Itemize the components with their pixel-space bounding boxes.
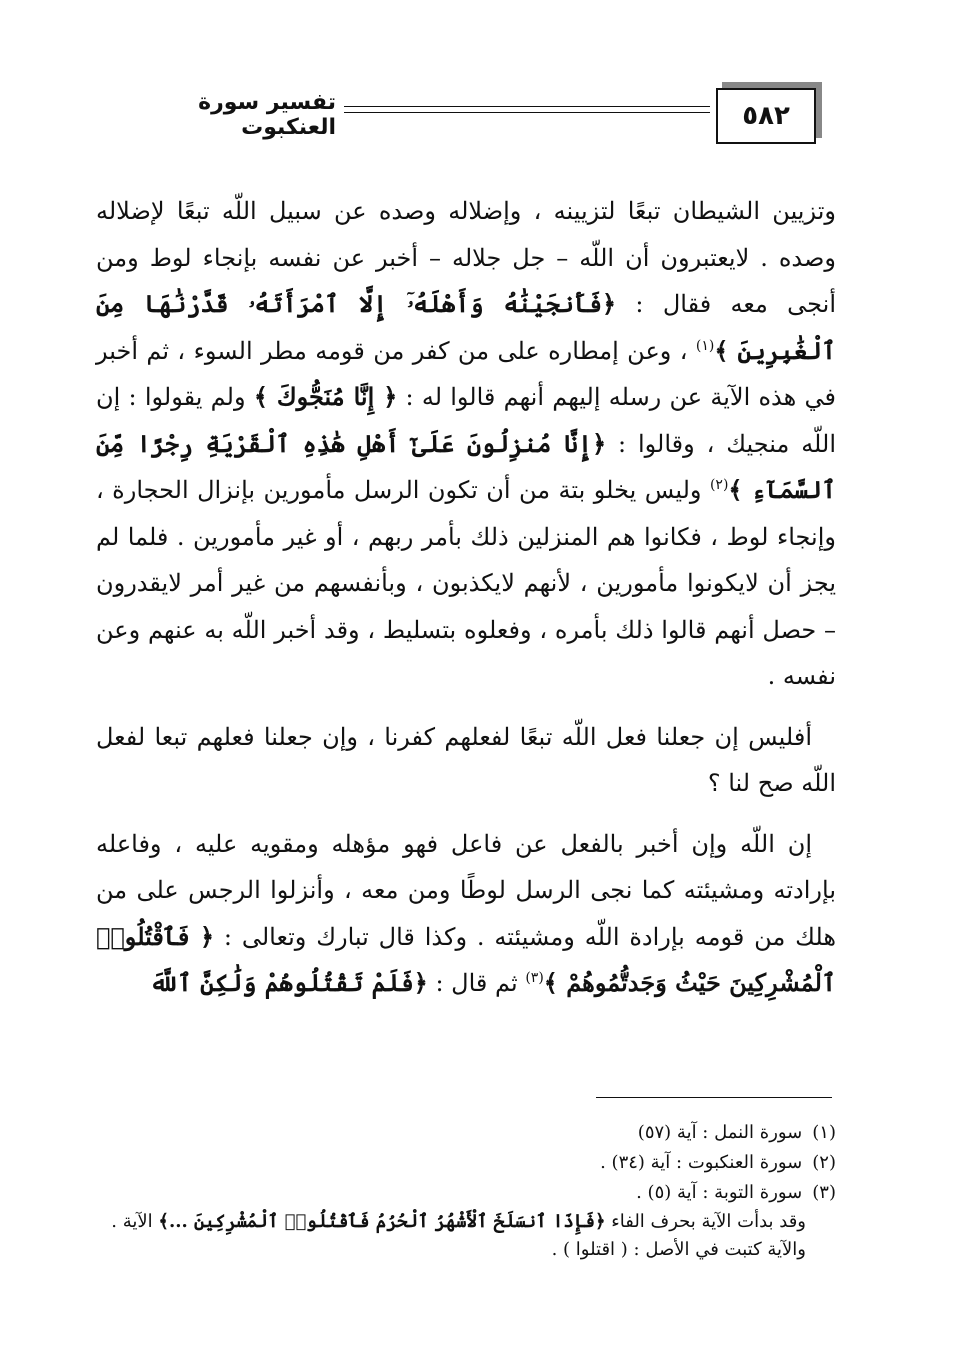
text-segment: أفليس إن جعلنا فعل اللّه تبعًا لفعلهم كفرنا ، وإن جعلنا فعلهم تبعا لفعل اللّه صح لنا ؟ [96, 722, 836, 797]
footnote-number: (١) [812, 1122, 836, 1143]
text-segment: وتزيين الشيطان تبعًا لتزيينه ، وإضلاله وصده عن سبيل اللّه تبعًا لإضلاله وصده . لايعتبرون أن اللّه – جل جلاله – أخبر عن نفسه بإنجاء لوط ومن أنجى معه فقال : [96, 197, 837, 318]
footnote-ref: (٣) [525, 970, 544, 986]
footnote-1 [96, 1118, 836, 1148]
text-segment: ثم قال : [427, 969, 526, 997]
paragraph-1 [96, 188, 836, 700]
note-text: وقد بدأت الآية بحرف الفاء [605, 1211, 806, 1232]
paragraph-3 [96, 821, 836, 1007]
footnote-text: سورة النمل : آية (٥٧) [637, 1122, 803, 1143]
footnote-ref: (١) [695, 337, 715, 354]
footnote-2 [96, 1148, 836, 1178]
footnote-3-note-line-1 [96, 1208, 836, 1236]
quran-quote: ﴿فَإِذَا ٱنسَلَخَ ٱلْأَشْهُرُ ٱلْحُرُمُ فَٱقْتُلُوا۟ ٱلْمُشْرِكِينَ ...﴾ [158, 1211, 606, 1232]
quran-quote: ﴿ إِنَّا مُنَجُّوكَ ﴾ [253, 382, 398, 411]
text-segment: وليس يخلو بتة من أن تكون الرسل مأمورين بإنزال الحجارة ، وإنجاء لوط ، فكانوا هم المنزلين ذلك بأمر ربهم ، أو غير مأمورين . فلما لم يجز أن لايكونوا مأمورين ، لأنهم لايكذبون ، وبأنفسهم من غير أمر لايقدرون – حصل أنهم قالوا ذلك بأمره ، وفعلوه بتسليط ، وقد أخبر اللّه به عنهم وعن نفسه . [96, 476, 836, 690]
page-number: ٥٨٢ [742, 101, 790, 131]
header-rule-second [344, 112, 710, 113]
paragraph-2 [96, 714, 836, 807]
page-number-box [716, 88, 816, 144]
note-text: والآية كتبت في الأصل : ( اقتلوا ) . [551, 1239, 806, 1260]
quran-quote: ﴿فَلَمْ تَقْتُلُوهُمْ وَلَٰكِنَّ ٱللَّهَ [149, 968, 428, 997]
quran-quote: ﴿ فَٱقْتُلُوا۟ ٱلْمُشْرِكِينَ حَيْثُ وَجَدتُّمُوهُمْ ﴾ [96, 921, 836, 997]
body-text [96, 188, 836, 1021]
footnote-separator [596, 1097, 832, 1098]
footnotes [96, 1118, 836, 1264]
footnote-3 [96, 1178, 836, 1208]
text-segment: ، وعن إمطاره على من كفر من قومه مطر السوء ، ثم أخبر في هذه الآية عن رسله إليهم أنهم قالوا له : [96, 336, 837, 411]
note-text: الآية . [111, 1211, 159, 1232]
footnote-number: (٢) [812, 1152, 836, 1173]
footnote-3-note-line-2 [96, 1236, 836, 1264]
footnote-ref: (٢) [709, 477, 729, 493]
running-title: تفسير سورة العنكبوت [198, 90, 336, 140]
footnote-text: سورة العنكبوت : آية (٣٤) . [600, 1152, 803, 1173]
footnote-text: سورة التوبة : آية (٥) . [636, 1182, 803, 1203]
quran-quote: ﴿فَأَنجَيْنَٰهُ وَأَهْلَهُۥٓ إِلَّا ٱمْرَأَتَهُۥ قَدَّرْنَٰهَا مِنَ ٱلْغَٰبِرِينَ ﴾ [96, 289, 836, 365]
footnote-number: (٣) [812, 1182, 836, 1203]
quran-quote: ﴿إِنَّا مُنزِلُونَ عَلَىٰٓ أَهْلِ هَٰذِهِ ٱلْقَرْيَةِ رِجْزًا مِّنَ ٱلسَّمَآءِ ﴾ [96, 428, 837, 504]
text-segment: ولم يقولوا : إن اللّه منجيك ، وقالوا : [96, 383, 836, 458]
header-rule [344, 106, 710, 107]
text-segment: إن اللّه وإن أخبر بالفعل عن فاعل فهو مؤهله ومقويه عليه ، وفاعله بإرادته ومشيئته كما نجى الرسل لوطًا ومن معه ، وأنزلوا الرجس على من هلك من قومه بإرادة اللّه ومشيئته . وكذا قال تبارك وتعالى : [96, 829, 836, 951]
page-header [96, 78, 836, 158]
